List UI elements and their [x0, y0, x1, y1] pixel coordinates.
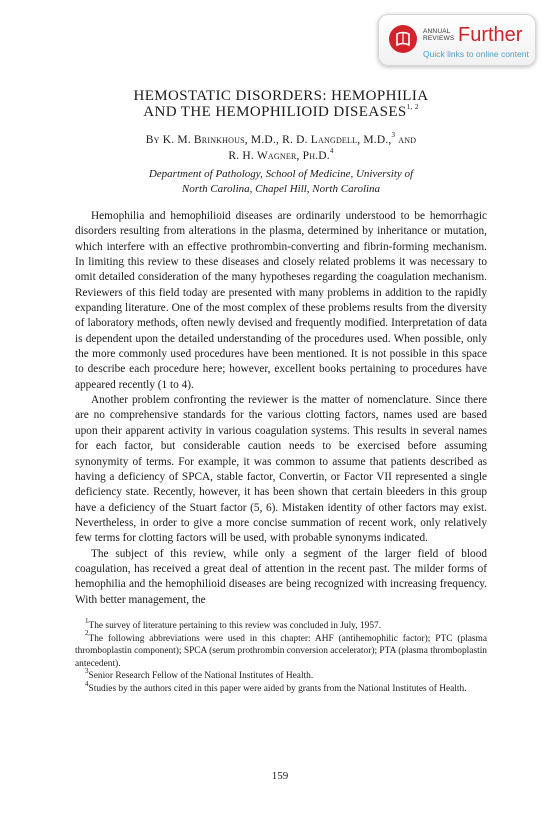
footnote-ref-3[interactable]: 3 [391, 131, 396, 140]
by-word: By [145, 134, 160, 146]
badge-further-text: Further [458, 24, 523, 46]
footnote-text: The following abbreviations were used in this chapter: AHF (antihemophilic factor); PTC (plasma thromboplastin component); SPCA (serum prothrombin conversion accelerator); PTA (plasma thromboplastin antecedent). [75, 633, 487, 669]
title-line-2-text: AND THE HEMOPHILIOID DISEASES [143, 104, 407, 120]
footnote-mark: 4 [85, 679, 89, 688]
author-line-2 [75, 148, 487, 164]
footnote-ref-1-2[interactable]: 1, 2 [406, 103, 419, 111]
body-paragraph-3: The subject of this review, while only a segment of the larger field of blood coagulation, has received a great deal of attention in the recent past. The milder forms of hemophilia and the hemophilioid diseases are being recognized with increasing frequency. With better management, the [75, 547, 487, 606]
article-title [75, 88, 487, 120]
affiliation-line-1: Department of Pathology, School of Medicine, University of [148, 168, 414, 180]
footnote-mark: 3 [85, 667, 89, 676]
footnote-2 [75, 629, 487, 671]
footnote-1 [75, 616, 487, 633]
badge-quick-links-link[interactable]: Quick links to online content [423, 49, 529, 59]
annual-reviews-logo-icon [388, 24, 418, 54]
author-names-1: K. M. Brinkhous, M.D., R. D. Langdell, M.D., [162, 134, 392, 146]
title-line-2 [75, 104, 487, 120]
title-line-1: HEMOSTATIC DISORDERS: HEMOPHILIA [133, 88, 429, 104]
annual-reviews-wordmark [423, 28, 454, 42]
author-affiliation [75, 167, 487, 197]
footnote-mark: 2 [85, 629, 89, 638]
annual-reviews-further-badge[interactable] [378, 14, 536, 66]
footnote-text: Senior Research Fellow of the National Institutes of Health. [88, 671, 314, 682]
badge-annual-text: ANNUAL [423, 28, 451, 35]
footnote-mark: 1 [85, 616, 89, 625]
author-line-1 [75, 132, 487, 148]
footnote-text: Studies by the authors cited in this paper were aided by grants from the National Institutes of Health. [88, 683, 467, 694]
footnote-4 [75, 679, 487, 696]
body-paragraph-2: Another problem confronting the reviewer is the matter of nomenclature. Since there are no comprehensive standards for the various clotting factors, names used are based upon their apparent activity in various coagulation systems. This results in several names for each factor, but considerable caution needs to be exercised before assuming synonymity of terms. For example, it was common to assume that patients described as having a deficiency of SPCA, stable factor, Convertin, or Factor VII represented a single deficiency state. Recently, however, it has been shown that certain bleeders in this group have a deficiency of the Stuart factor (5, 6). Mistaken identity of other factors may exist. Nevertheless, in order to give a more concise summation of recent work, only relatively few terms for clotting factors will be used, with probable synonyms indicated. [75, 394, 487, 545]
badge-reviews-text: REVIEWS [423, 35, 455, 42]
article-content [75, 88, 487, 696]
author-names-2: R. H. Wagner, Ph.D. [228, 150, 330, 162]
footnote-3 [75, 667, 487, 683]
body-paragraph-1: Hemophilia and hemophilioid diseases are ordinarily understood to be hemorrhagic disorders resulting from alterations in the plasma, determined by inheritance or mutation, which interfere with an effective prothrombin-converting and fibrin-forming mechanism. In limiting this review to these diseases and closely related problems it was necessary to omit detailed consideration of the many hypotheses regarding the coagulation mechanism. Reviewers of this field today are presented with many problems in addition to the rapidly expanding literature. One of the most complex of these problems results from the diversity of laboratory methods, often newly devised and frequently modified. Interpretation of data is dependent upon the detailed understanding of the procedures used. When possible, only the more commonly used procedures have been mentioned. It is not possible in this space to describe each procedure here; however, excellent books pertaining to procedures have appeared recently (1 to 4). [75, 210, 487, 391]
footnotes [75, 616, 487, 696]
author-byline [75, 132, 487, 164]
and-word: and [398, 134, 417, 146]
footnote-text: The survey of literature pertaining to this review was concluded in July, 1957. [88, 620, 382, 631]
footnote-ref-4[interactable]: 4 [329, 147, 334, 156]
article-body [75, 209, 487, 608]
page-number: 159 [271, 770, 289, 782]
affiliation-line-2: North Carolina, Chapel Hill, North Carolina [181, 183, 381, 195]
